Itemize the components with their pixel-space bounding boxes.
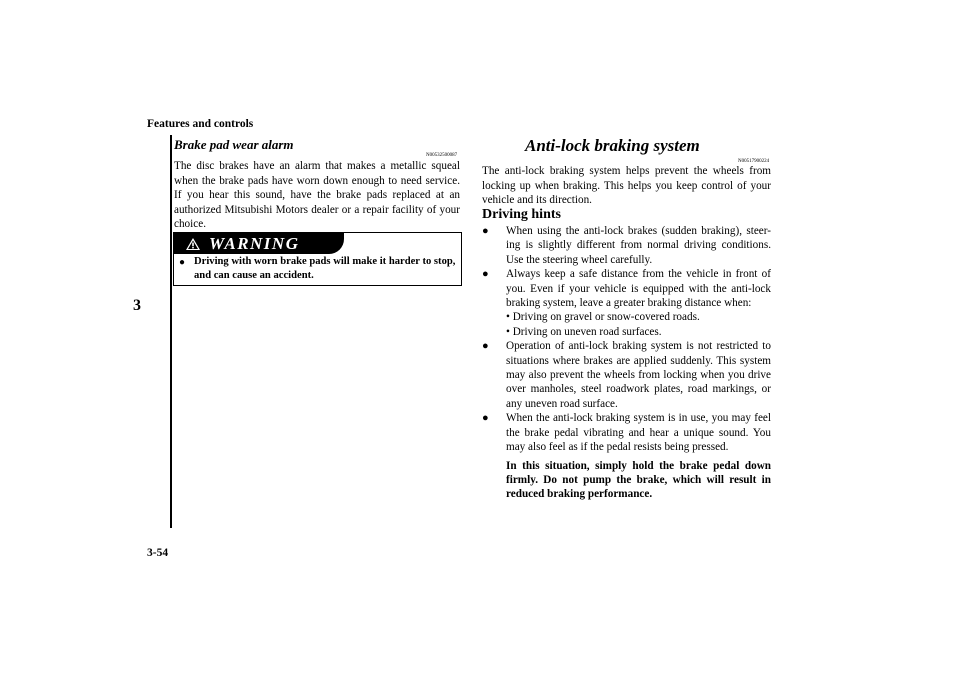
brake-pad-alarm-paragraph: The disc brakes have an alarm that makes a metallic squeal when the brake pads have worn down enough to need service. If you hear this sound, have the brake pads replaced at an authorized Mitsubishi Motors dealer or a repair facility of your choice.: [174, 160, 460, 230]
driving-hints-heading: Driving hints: [482, 207, 561, 222]
chapter-margin-rule: [170, 135, 172, 528]
warning-triangle-icon: [185, 237, 201, 251]
warning-header: [174, 233, 344, 254]
hint-text: Always keep a safe distance from the vehicle in front of you. Even if your vehicle is equipped with the anti-lock braking system, leave a greater braking distance when:: [506, 268, 771, 310]
hint-text: Operation of anti-lock braking system is not restricted to situations where brakes are applied suddenly. This system may also prevent the wheels from locking when you drive over manholes, steel roadwork plates, road markings, or any uneven road surface.: [506, 340, 771, 410]
reference-code: N00517900224: [738, 159, 770, 164]
warning-box: [173, 232, 462, 286]
bold-note: In this situation, simply hold the brake pedal down firmly. Do not pump the brake, which will result in reduced braking performance.: [506, 459, 771, 501]
page-number: 3-54: [147, 547, 169, 559]
bullet-icon: ●: [482, 268, 489, 281]
bullet-icon: ●: [179, 257, 186, 268]
list-item: [482, 224, 771, 267]
hint-text: When the anti-lock braking system is in use, you may feel the brake pedal vibrating and hear a unique sound. You may also feel as if the pedal resists being pressed.: [506, 412, 771, 454]
chapter-tab-number: 3: [133, 297, 141, 314]
bullet-icon: ●: [482, 340, 489, 353]
bullet-icon: ●: [482, 225, 489, 237]
abs-title: Anti-lock braking system: [525, 136, 700, 155]
section-header: Features and controls: [147, 118, 254, 130]
warning-label: WARNING: [209, 234, 300, 253]
brake-pad-alarm-title: Brake pad wear alarm: [174, 137, 294, 152]
driving-hints-list: [482, 224, 771, 502]
list-item: [482, 267, 771, 339]
sub-item: • Driving on gravel or snow-covered roads.: [506, 311, 700, 324]
list-item: [482, 411, 771, 501]
list-item: [482, 339, 771, 411]
abs-intro-paragraph: The anti-lock braking system helps prevent the wheels from locking up when braking. This helps you keep control of your vehicle and its direction.: [482, 165, 771, 206]
bullet-icon: ●: [482, 412, 489, 425]
reference-code: N00532500087: [426, 153, 458, 158]
hint-text: When using the anti-lock brakes (sudden braking), steer-ing is slightly different from normal driving conditions. Use the steering wheel carefully.: [506, 225, 771, 266]
sub-item: • Driving on uneven road surfaces.: [506, 325, 662, 338]
warning-text: Driving with worn brake pads will make it harder to stop, and can cause an accident.: [194, 256, 456, 281]
